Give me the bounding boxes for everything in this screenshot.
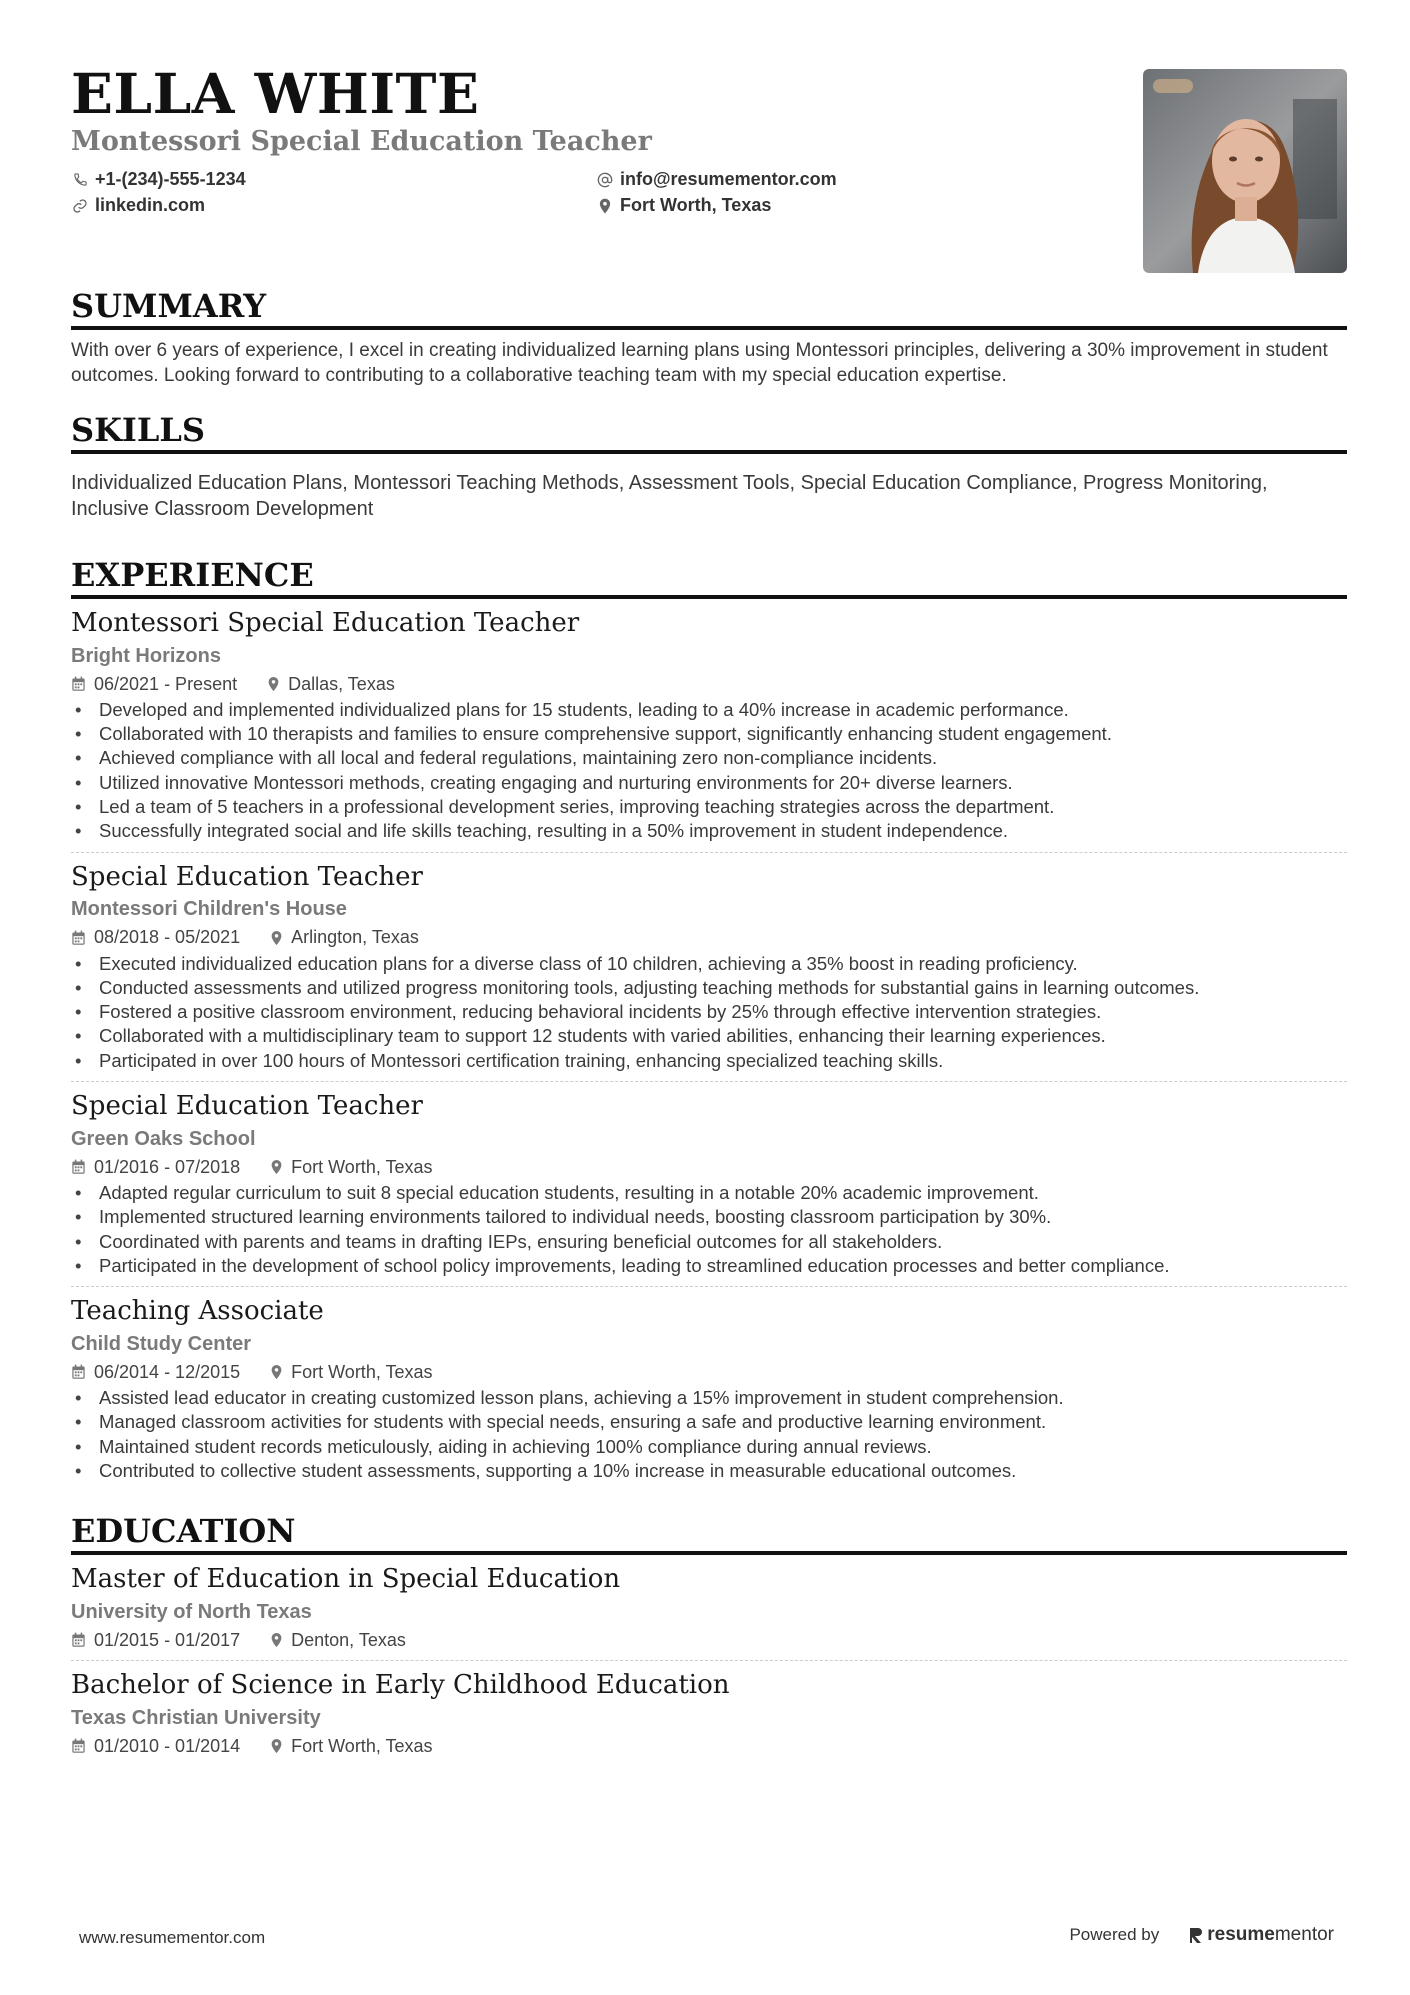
employer-name: Bright Horizons bbox=[71, 644, 221, 667]
location-text: Arlington, Texas bbox=[291, 927, 419, 948]
job-dates bbox=[71, 673, 237, 696]
dates-text: 08/2018 - 05/2021 bbox=[94, 927, 241, 948]
job-dates bbox=[71, 1156, 240, 1179]
brand-mark-icon bbox=[1189, 1926, 1203, 1944]
job-location bbox=[270, 1156, 432, 1179]
bullet-item: • Maintained student records meticulously, aiding in achieving 100% compliance during annual reviews. bbox=[71, 1435, 1347, 1459]
employer-name: Child Study Center bbox=[71, 1332, 252, 1355]
brand-logo[interactable] bbox=[1189, 1924, 1334, 1946]
map-pin-icon bbox=[270, 1632, 283, 1648]
job-bullets bbox=[71, 952, 1347, 1073]
degree-title: Bachelor of Science in Early Childhood Education bbox=[71, 1670, 730, 1701]
location-text: Denton, Texas bbox=[291, 1629, 406, 1650]
job-location bbox=[270, 926, 419, 949]
job-meta bbox=[71, 673, 1347, 696]
experience-section bbox=[71, 556, 1347, 1491]
bullet-item: • Implemented structured learning environments tailored to individual needs, boosting classroom participation by 30%. bbox=[71, 1205, 1347, 1229]
bullet-item: • Developed and implemented individualized plans for 15 students, leading to a 40% increase in academic performance. bbox=[71, 698, 1347, 722]
brand-text-bold: resume bbox=[1207, 1924, 1275, 1945]
map-pin-icon bbox=[270, 1364, 283, 1380]
map-pin-icon bbox=[270, 1159, 283, 1175]
job-title: Teaching Associate bbox=[71, 1296, 324, 1327]
location-text: Fort Worth, Texas bbox=[291, 1156, 433, 1177]
contact-linkedin bbox=[71, 195, 205, 216]
experience-entry bbox=[71, 852, 1347, 1081]
job-bullets bbox=[71, 1386, 1347, 1483]
map-pin-icon bbox=[270, 1738, 283, 1754]
job-dates bbox=[71, 926, 240, 949]
bullet-item: • Participated in the development of school policy improvements, leading to streamlined education processes and better compliance. bbox=[71, 1254, 1347, 1278]
map-pin-icon bbox=[270, 930, 283, 946]
location-text: Dallas, Texas bbox=[288, 673, 395, 694]
resume-content bbox=[71, 58, 1347, 1766]
calendar-icon bbox=[71, 1632, 86, 1648]
dates-text: 01/2016 - 07/2018 bbox=[94, 1156, 241, 1177]
skills-section bbox=[71, 411, 1347, 522]
skills-text: Individualized Education Plans, Montessori Teaching Methods, Assessment Tools, Special Education Compliance, Progress Monitoring, Inclusive Classroom Development bbox=[71, 472, 1268, 520]
experience-entry bbox=[71, 607, 1347, 852]
contact-email bbox=[596, 169, 837, 190]
bullet-item: • Utilized innovative Montessori methods, creating engaging and nurturing environments for 20+ diverse learners. bbox=[71, 771, 1347, 795]
job-title: Special Education Teacher bbox=[71, 1091, 423, 1122]
experience-entry bbox=[71, 1081, 1347, 1286]
bullet-item: • Executed individualized education plans for a diverse class of 10 children, achieving a 35% boost in reading proficiency. bbox=[71, 952, 1347, 976]
education-dates bbox=[71, 1629, 240, 1652]
bullet-item: • Managed classroom activities for students with special needs, ensuring a safe and productive learning environment. bbox=[71, 1410, 1347, 1434]
experience-heading: EXPERIENCE bbox=[71, 559, 1347, 599]
link-icon bbox=[71, 197, 89, 215]
job-dates bbox=[71, 1361, 240, 1384]
calendar-icon bbox=[71, 1738, 86, 1754]
powered-by-label: Powered by bbox=[1069, 1925, 1160, 1944]
bullet-item: • Assisted lead educator in creating customized lesson plans, achieving a 15% improvement in student comprehension. bbox=[71, 1386, 1347, 1410]
linkedin-text: linkedin.com bbox=[95, 195, 206, 215]
footer-website[interactable]: www.resumementor.com bbox=[79, 1928, 266, 1947]
bullet-item: • Collaborated with a multidisciplinary team to support 12 students with varied abilities, enhancing their learning experiences. bbox=[71, 1024, 1347, 1048]
dates-text: 06/2014 - 12/2015 bbox=[94, 1361, 241, 1382]
education-entry bbox=[71, 1563, 1347, 1660]
bullet-item: • Led a team of 5 teachers in a professional development series, improving teaching strategies across the department. bbox=[71, 795, 1347, 819]
employer-name: Green Oaks School bbox=[71, 1127, 256, 1150]
bullet-item: • Conducted assessments and utilized progress monitoring tools, adjusting teaching methods for substantial gains in learning outcomes. bbox=[71, 976, 1347, 1000]
at-sign-icon bbox=[596, 171, 614, 189]
job-bullets bbox=[71, 698, 1347, 844]
calendar-icon bbox=[71, 676, 86, 692]
experience-entry bbox=[71, 1286, 1347, 1491]
dates-text: 06/2021 - Present bbox=[94, 673, 238, 694]
footer-powered bbox=[1069, 1924, 1334, 1946]
job-title: Special Education Teacher bbox=[71, 861, 423, 892]
contact-phone bbox=[71, 169, 246, 190]
experience-list bbox=[71, 607, 1347, 1491]
education-location bbox=[270, 1735, 432, 1758]
bullet-item: • Achieved compliance with all local and federal regulations, maintaining zero non-compliance incidents. bbox=[71, 746, 1347, 770]
profile-photo bbox=[1143, 69, 1347, 273]
education-meta bbox=[71, 1735, 1347, 1758]
bullet-item: • Successfully integrated social and life skills teaching, resulting in a 50% improvement in student independence. bbox=[71, 819, 1347, 843]
brand-text-light: mentor bbox=[1274, 1924, 1334, 1945]
bullet-item: • Collaborated with 10 therapists and families to ensure comprehensive support, significantly enhancing student engagement. bbox=[71, 722, 1347, 746]
email-text: info@resumementor.com bbox=[620, 169, 837, 189]
skills-heading: SKILLS bbox=[71, 414, 1347, 454]
bullet-item: • Participated in over 100 hours of Montessori certification training, enhancing specialized teaching skills. bbox=[71, 1049, 1347, 1073]
header bbox=[71, 61, 1347, 276]
job-bullets bbox=[71, 1181, 1347, 1278]
summary-section bbox=[71, 287, 1347, 388]
bullet-item: • Fostered a positive classroom environment, reducing behavioral incidents by 25% through effective intervention strategies. bbox=[71, 1000, 1347, 1024]
education-section bbox=[71, 1512, 1347, 1766]
job-title: Montessori Special Education Teacher bbox=[71, 608, 580, 638]
job-location bbox=[270, 1361, 432, 1384]
candidate-name: ELLA WHITE bbox=[71, 61, 480, 126]
summary-heading: SUMMARY bbox=[71, 290, 1347, 330]
education-list bbox=[71, 1563, 1347, 1766]
location-text: Fort Worth, Texas bbox=[291, 1361, 433, 1382]
location-text: Fort Worth, Texas bbox=[291, 1735, 433, 1756]
bullet-item: • Contributed to collective student assessments, supporting a 10% increase in measurable educational outcomes. bbox=[71, 1459, 1347, 1483]
job-location bbox=[267, 673, 395, 696]
education-location bbox=[270, 1629, 406, 1652]
location-text: Fort Worth, Texas bbox=[620, 195, 772, 215]
bullet-item: • Coordinated with parents and teams in drafting IEPs, ensuring beneficial outcomes for all stakeholders. bbox=[71, 1230, 1347, 1254]
summary-text: With over 6 years of experience, I excel in creating individualized learning plans using Montessori principles, delivering a 30% improvement in student outcomes. Looking forward to contributing to a collaborative teaching team with my special education expertise. bbox=[71, 340, 1328, 386]
bullet-item: • Adapted regular curriculum to suit 8 special education students, resulting in a notable 20% academic improvement. bbox=[71, 1181, 1347, 1205]
school-name: Texas Christian University bbox=[71, 1706, 321, 1729]
calendar-icon bbox=[71, 1159, 86, 1175]
map-pin-icon bbox=[596, 197, 614, 215]
education-entry bbox=[71, 1660, 1347, 1766]
job-meta bbox=[71, 926, 1347, 949]
degree-title: Master of Education in Special Education bbox=[71, 1564, 621, 1595]
contact-location bbox=[596, 195, 771, 216]
map-pin-icon bbox=[267, 676, 280, 692]
calendar-icon bbox=[71, 930, 86, 946]
calendar-icon bbox=[71, 1364, 86, 1380]
dates-text: 01/2010 - 01/2014 bbox=[94, 1735, 241, 1756]
job-meta bbox=[71, 1156, 1347, 1179]
phone-icon bbox=[71, 171, 89, 189]
dates-text: 01/2015 - 01/2017 bbox=[94, 1629, 241, 1650]
phone-text: +1-(234)-555-1234 bbox=[95, 169, 246, 189]
education-heading: EDUCATION bbox=[71, 1515, 1347, 1555]
candidate-title: Montessori Special Education Teacher bbox=[71, 126, 652, 157]
employer-name: Montessori Children's House bbox=[71, 898, 347, 921]
school-name: University of North Texas bbox=[71, 1600, 312, 1623]
education-meta bbox=[71, 1629, 1347, 1652]
education-dates bbox=[71, 1735, 240, 1758]
job-meta bbox=[71, 1361, 1347, 1384]
